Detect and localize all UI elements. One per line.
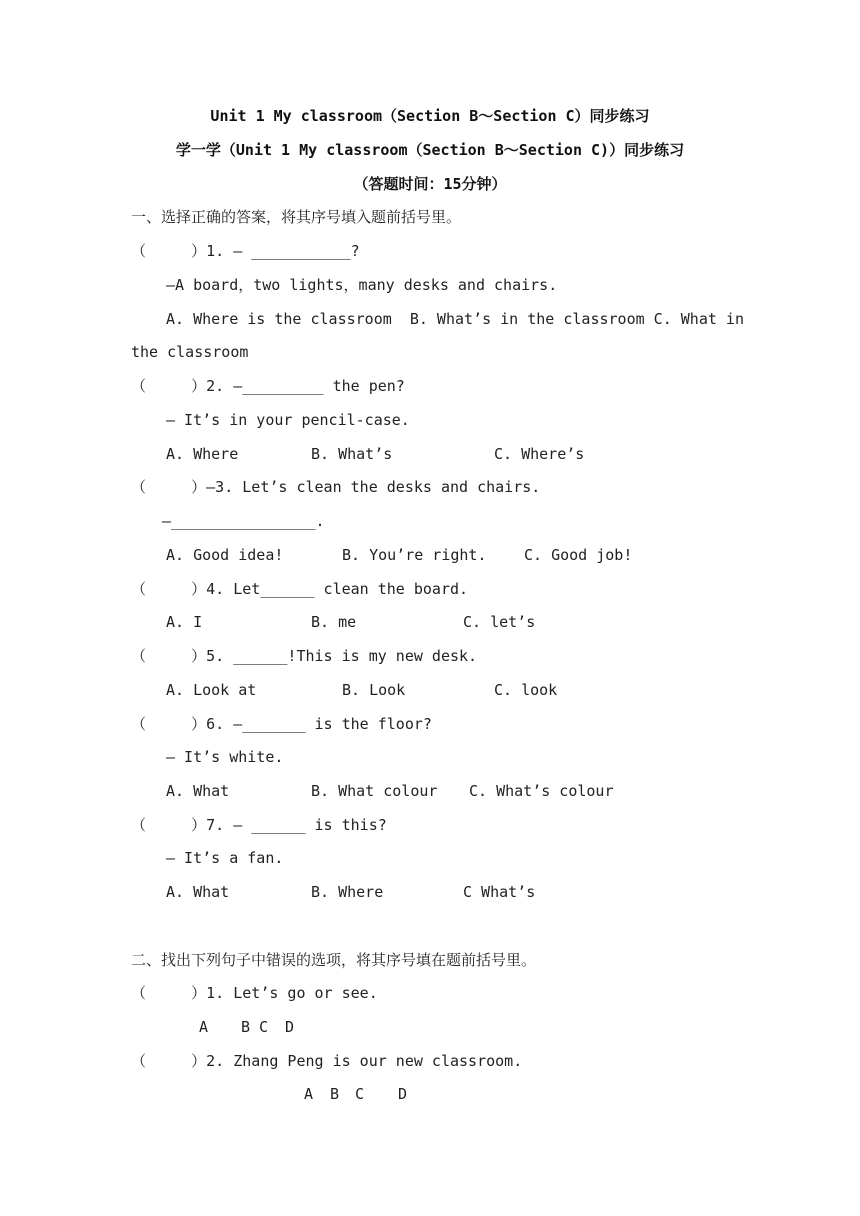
question-4-option-a: A. I [166,613,203,631]
question-4-option-b: B. me [311,613,357,631]
time-note: （答题时间：15分钟） [353,175,507,193]
page-title: Unit 1 My classroom（Section B～Section C）同步练习 [210,107,650,125]
question-6-stem: （ ）6. —_______ is the floor? [131,715,432,733]
question-4-option-c: C. let’s [463,613,536,631]
error-question-2-stem: （ ）2. Zhang Peng is our new classroom. [131,1052,523,1070]
question-7-option-a: A. What [166,883,230,901]
error-question-1-mark-c: C [259,1018,269,1036]
question-6-option-a: A. What [166,782,230,800]
section1-heading: 一、选择正确的答案，将其序号填入题前括号里。 [131,208,462,226]
error-question-1-mark-a: A [199,1018,209,1036]
page-subtitle: 学一学（Unit 1 My classroom（Section B～Section C)）同步练习 [175,141,685,159]
error-question-2-mark-a: A [304,1085,314,1103]
question-5-option-c: C. look [494,681,558,699]
question-7-stem: （ ）7. — ______ is this? [131,816,387,834]
error-question-1-mark-d: D [285,1018,295,1036]
question-1-reply: —A board，two lights，many desks and chairs. [166,276,558,294]
question-4-stem: （ ）4. Let______ clean the board. [131,580,469,598]
error-question-1-stem: （ ）1. Let’s go or see. [131,984,378,1002]
question-1-options-cont: the classroom [131,343,249,361]
question-3-option-c: C. Good job! [524,546,633,564]
question-5-stem: （ ）5. ______!This is my new desk. [131,647,478,665]
question-2-stem: （ ）2. —_________ the pen? [131,377,405,395]
question-1-stem: （ ）1. — ___________? [131,242,360,260]
section2-heading: 二、找出下列句子中错误的选项，将其序号填在题前括号里。 [131,951,537,969]
error-question-2-mark-b: B [330,1085,340,1103]
question-2-reply: — It’s in your pencil-case. [166,411,410,429]
question-7-option-b: B. Where [311,883,384,901]
question-6-option-b: B. What colour [311,782,438,800]
question-7-option-c: C What’s [463,883,536,901]
question-6-reply: — It’s white. [166,748,284,766]
question-6-option-c: C. What’s colour [469,782,614,800]
question-3-option-a: A. Good idea! [166,546,284,564]
error-question-1-mark-b: B [241,1018,251,1036]
question-3-stem: （ ）—3. Let’s clean the desks and chairs. [131,478,541,496]
question-3-reply: —________________. [162,512,325,530]
error-question-2-mark-c: C [355,1085,365,1103]
question-7-reply: — It’s a fan. [166,849,284,867]
question-2-option-b: B. What’s [311,445,393,463]
question-1-options: A. Where is the classroom B. What’s in the classroom C. What in [166,310,744,328]
question-5-option-b: B. Look [342,681,406,699]
question-5-option-a: A. Look at [166,681,257,699]
error-question-2-mark-d: D [398,1085,408,1103]
question-2-option-a: A. Where [166,445,239,463]
question-3-option-b: B. You’re right. [342,546,487,564]
question-2-option-c: C. Where’s [494,445,585,463]
